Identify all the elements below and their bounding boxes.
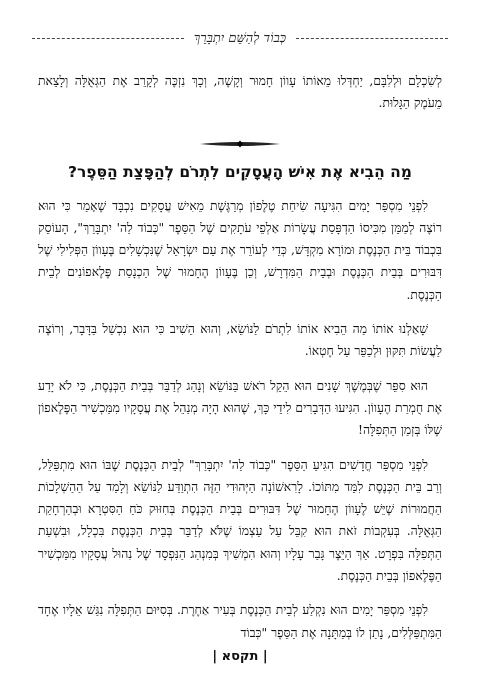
paragraph: לִפְנֵי מִסְפַּר יָמִים הִגִּיעָה שִׂיחַת טֶלֶפוֹן מְרַגֶּשֶׁת מֵאִישׁ עֲסָקִים נִכְבָּד שֶׁאָמַר כִּי הוּא רוֹצֶה לְמַמֵּן מִכִּיסוֹ הַדְפָּסַת עֲשָׂרוֹת אַלְפֵי עֹתָקִים שֶׁל הַסֵּפֶר "כְּבוֹד לַה' יִתְבָּרַךְ", הָעוֹסֵק בִּכְבוֹד בֵּית הַכְּנֶסֶת וּמוֹרָא מִקְדָּשׁ, כְּדֵי לְעוֹרֵר אֶת עַם יִשְׂרָאֵל שֶׁנִּכְשָׁלִים בֶּעָווֹן הַפְּלִילִי שֶׁל דִּבּוּרִים בְּבֵית הַכְּנֶסֶת וּבְבֵית הַמִּדְרָשׁ, וְכֵן בֶּעָווֹן הֶחָמוּר שֶׁל הַכְנָסַת פֶּלֶאפוֹנִים לְבֵית הַכְּנֶסֶת. — [38, 198, 442, 302]
running-header — [32, 28, 448, 48]
intro-paragraph: לְשִׂכְלָם וּלְלִבָּם, יַחְדְּלוּ מֵאוֹתוֹ עָווֹן חָמוּר וְקָשֶׁה, וְכָךְ נִזְכֶּה לְקָרֵב אֶת הַגְּאֻלָּה וְלָצֵאת מֵעֹמֶק הַגָּלוּת. — [38, 74, 442, 111]
header-title: כְּבוֹד לְהַשֵּׁם יִתְבָּרֵךְ — [193, 31, 287, 46]
paragraph: לִפְנֵי מִסְפַּר יָמִים הוּא נִקְלַע לְבֵית הַכְּנֶסֶת בְּעִיר אַחֶרֶת. בְּסִיּוּם הַתְּפִלָּה נִגַּשׁ אֵלָיו אֶחָד הַמִּתְפַּלְּלִים, נָתַן לוֹ בְּמַתָּנָה אֶת הַסֵּפֶר "כְּבוֹד — [38, 603, 442, 640]
paragraph: שָׁאַלְנוּ אוֹתוֹ מַה הֵבִיא אוֹתוֹ לִתְרֹם לַנּוֹשֵׂא, וְהוּא הֵשִׁיב כִּי הוּא נִכְשַׁל בַּדָּבָר, וְרוֹצֶה לַעֲשׂוֹת תִּקּוּן וּלְכַפֵּר עַל חֶטְאוֹ. — [38, 322, 442, 359]
section-heading: מַה הֵבִיא אֶת אִישׁ הָעֲסָקִים לִתְרֹם לְהַפָּצַת הַסֵּפֶר? — [67, 162, 413, 181]
section-divider — [38, 139, 442, 149]
page-body — [38, 70, 442, 656]
ornament-divider-icon — [200, 139, 280, 149]
paragraph: לִפְנֵי מִסְפַּר חֳדָשִׁים הִגִּיעַ הַסֵּפֶר "כְּבוֹד לַה' יִתְבָּרַךְ" לְבֵית הַכְּנֶסֶת שֶׁבּוֹ הוּא מִתְפַּלֵּל, וְרַב בֵּית הַכְּנֶסֶת לִמֵּד מִתּוֹכוֹ. לָרִאשׁוֹנָה הַיְּהוּדִי הַזֶּה הִתְוַדַּע לַנּוֹשֵׂא וְלָמַד עַל הַהַשְׁלָכוֹת הַחֲמוּרוֹת שֶׁיֵּשׁ לֶעָווֹן הֶחָמוּר שֶׁל דִּבּוּרִים בְּבֵית הַכְּנֶסֶת בְּחִזּוּק כֹּחַ הַסִּטְרָא וּבְהַרְחָקַת הַגְּאֻלָּה. בְּעִקְבוֹת זֹאת הוּא קִבֵּל עַל עַצְמוֹ שֶׁלֹּא לְדַבֵּר בְּבֵית הַכְּנֶסֶת בִּכְלָל, וּבִשְׁעַת הַתְּפִלָּה בִּפְרָט. אַךְ הַיֵּצֶר גָּבַר עָלָיו וְהוּא הִמְשִׁיךְ בְּמִנְהַג הַנִּפְסָד שֶׁל נִהוּל עֲסָקָיו מִמַּכְשִׁיר הַפֶּלֶאפוֹן בְּבֵית הַכְּנֶסֶת. — [38, 457, 442, 584]
header-rule-right — [296, 38, 448, 39]
paragraph: הוּא סִפֵּר שֶׁבְּמֶשֶׁךְ שָׁנִים הוּא הֵקֵל רֹאשׁ בַּנּוֹשֵׂא וְנָהַג לְדַבֵּר בְּבֵית הַכְּנֶסֶת, כִּי לֹא יָדַע אֶת חֻמְרַת הֶעָווֹן. הִגִּיעוּ הַדְּבָרִים לִידֵי כָּךְ, שֶׁהוּא הָיָה מְנַהֵל אֶת עֲסָקָיו מִמַּכְשִׁיר הַפֶּלֶאפוֹן שֶׁלּוֹ בְּזְמַן הַתְּפִלָּה! — [38, 378, 442, 438]
page-number: | תקסא | — [212, 649, 268, 664]
header-rule-left — [32, 38, 184, 39]
